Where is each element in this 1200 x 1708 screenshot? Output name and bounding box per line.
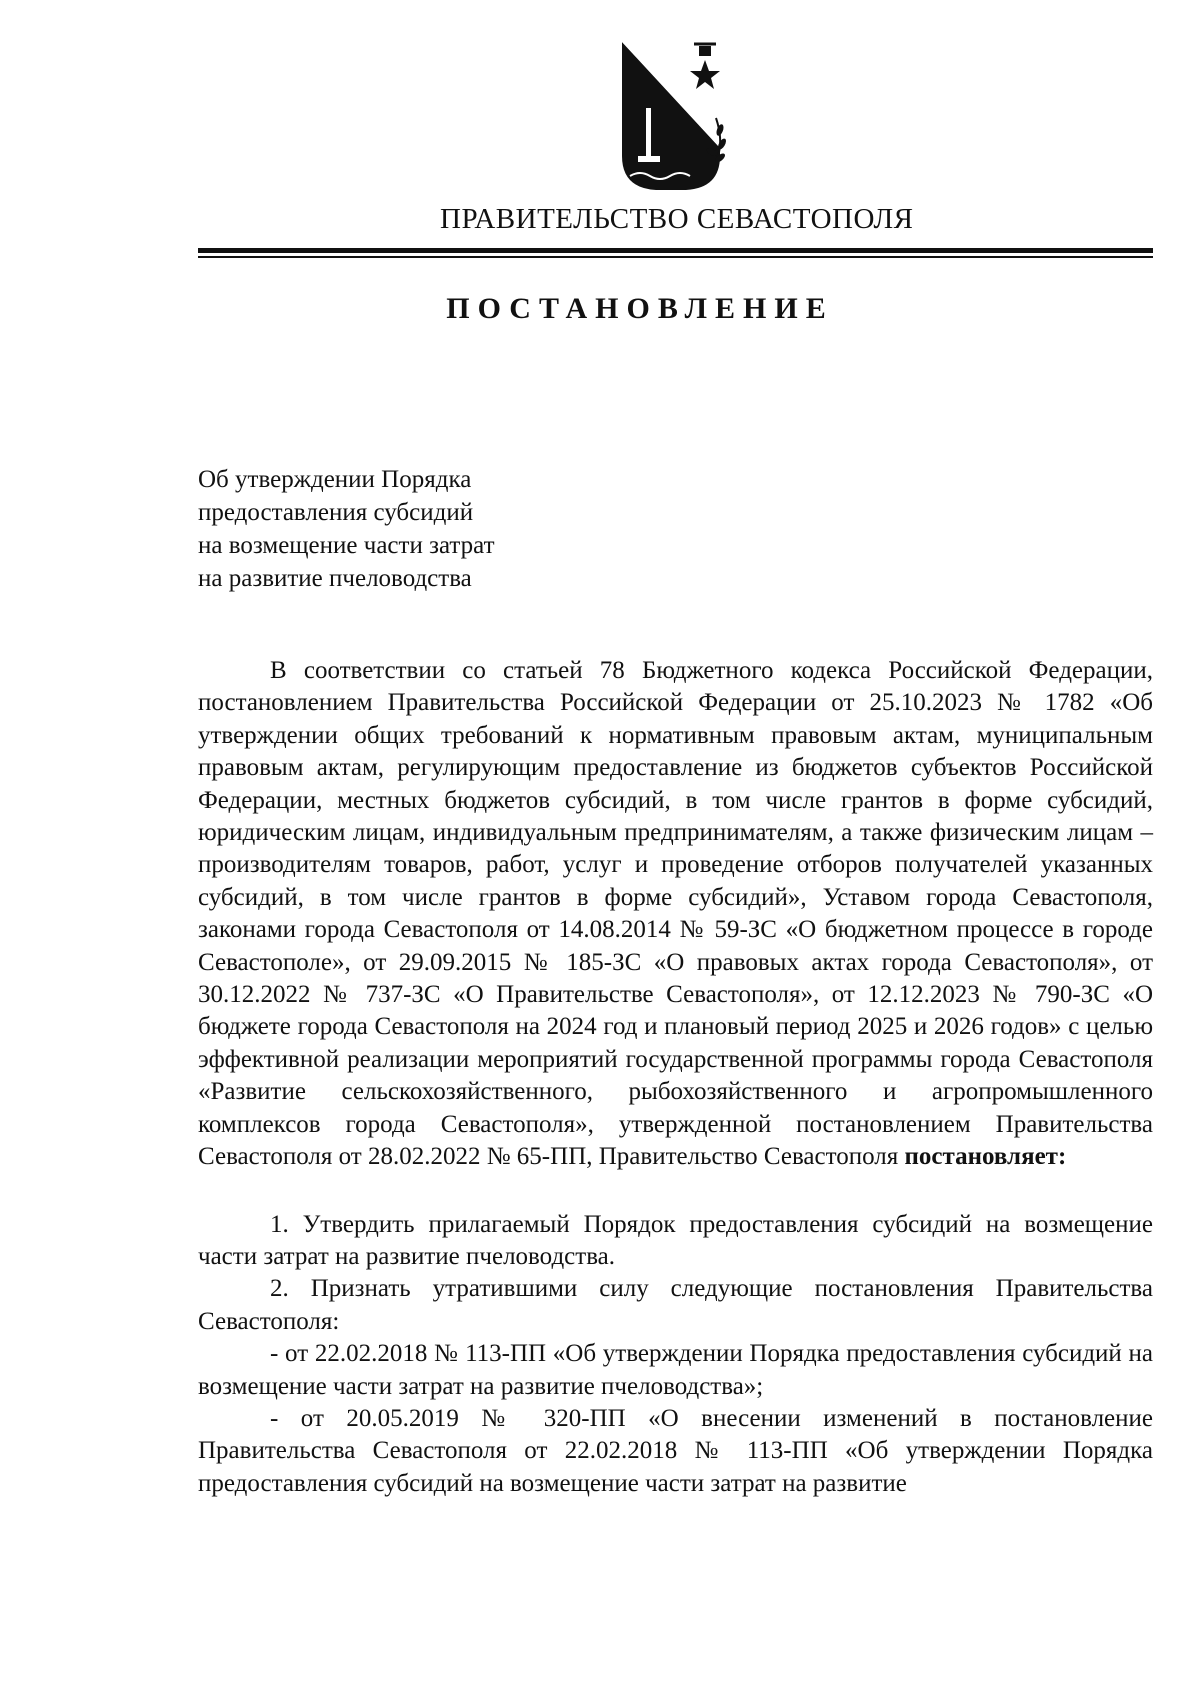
item-1: 1. Утвердить прилагаемый Порядок предоставления субсидий на возмещение части затрат на развитие пчеловодства. bbox=[198, 1210, 1153, 1270]
header-rule-thin bbox=[198, 256, 1153, 258]
item-2-sub-2: - от 20.05.2019 № 320-ПП «О внесении изменений в постановление Правительства Севастополя от 22.02.2018 № 113-ПП «Об утверждении Порядка предоставления субсидий на возмещение части затрат на развитие bbox=[198, 1404, 1153, 1497]
organization-name: ПРАВИТЕЛЬСТВО СЕВАСТОПОЛЯ bbox=[440, 203, 914, 235]
preamble-paragraph bbox=[198, 655, 1153, 1174]
subject-line: на развитие пчеловодства bbox=[198, 565, 472, 592]
subject-line: на возмещение части затрат bbox=[198, 532, 495, 559]
document-body bbox=[198, 655, 1153, 1500]
subject-block bbox=[198, 463, 495, 595]
document-type: ПОСТАНОВЛЕНИЕ bbox=[446, 292, 834, 325]
preamble-text: В соответствии со статьей 78 Бюджетного кодекса Российской Федерации, постановлением Правительства Российской Федерации от 25.10.2023 № 1782 «Об утверждении общих требований к нормативным правовым актам, муниципальным правовым актам, регулирующим предоставление из бюджетов субъектов Российской Федерации, местных бюджетов субсидий, в том числе грантов в форме субсидий, юридическим лицам, индивидуальным предпринимателям, а также физическим лицам – производителям товаров, работ, услуг и проведение отборов получателей указанных субсидий, в том числе грантов в форме субсидий», Уставом города Севастополя, законами города Севастополя от 14.08.2014 № 59-ЗС «О бюджетном процессе в городе Севастополе», от 29.09.2015 № 185-ЗС «О правовых актах города Севастополя», от 30.12.2022 № 737-ЗС «О Правительстве Севастополя», от 12.12.2023 № 790-ЗС «О бюджете города Севастополя на 2024 год и плановый период 2025 и 2026 годов» с целью эффективной реализации мероприятий государственной программы города Севастополя «Развитие сельскохозяйственного, рыбохозяйственного и агропромышленного комплексов города Севастополя», утвержденной постановлением Правительства Севастополя от 28.02.2022 № 65-ПП, Правительство Севастополя bbox=[198, 657, 1153, 1171]
item-2-sub-1: - от 22.02.2018 № 113-ПП «Об утверждении Порядка предоставления субсидий на возмещение части затрат на развитие пчеловодства»; bbox=[198, 1340, 1153, 1400]
subject-line: предоставления субсидий bbox=[198, 499, 474, 526]
subject-line: Об утверждении Порядка bbox=[198, 466, 472, 493]
preamble-decree-word: постановляет: bbox=[904, 1143, 1067, 1171]
coat-of-arms-emblem bbox=[616, 38, 746, 193]
header-rule-thick bbox=[198, 248, 1153, 253]
item-2: 2. Признать утратившими силу следующие постановления Правительства Севастополя: bbox=[198, 1275, 1153, 1335]
